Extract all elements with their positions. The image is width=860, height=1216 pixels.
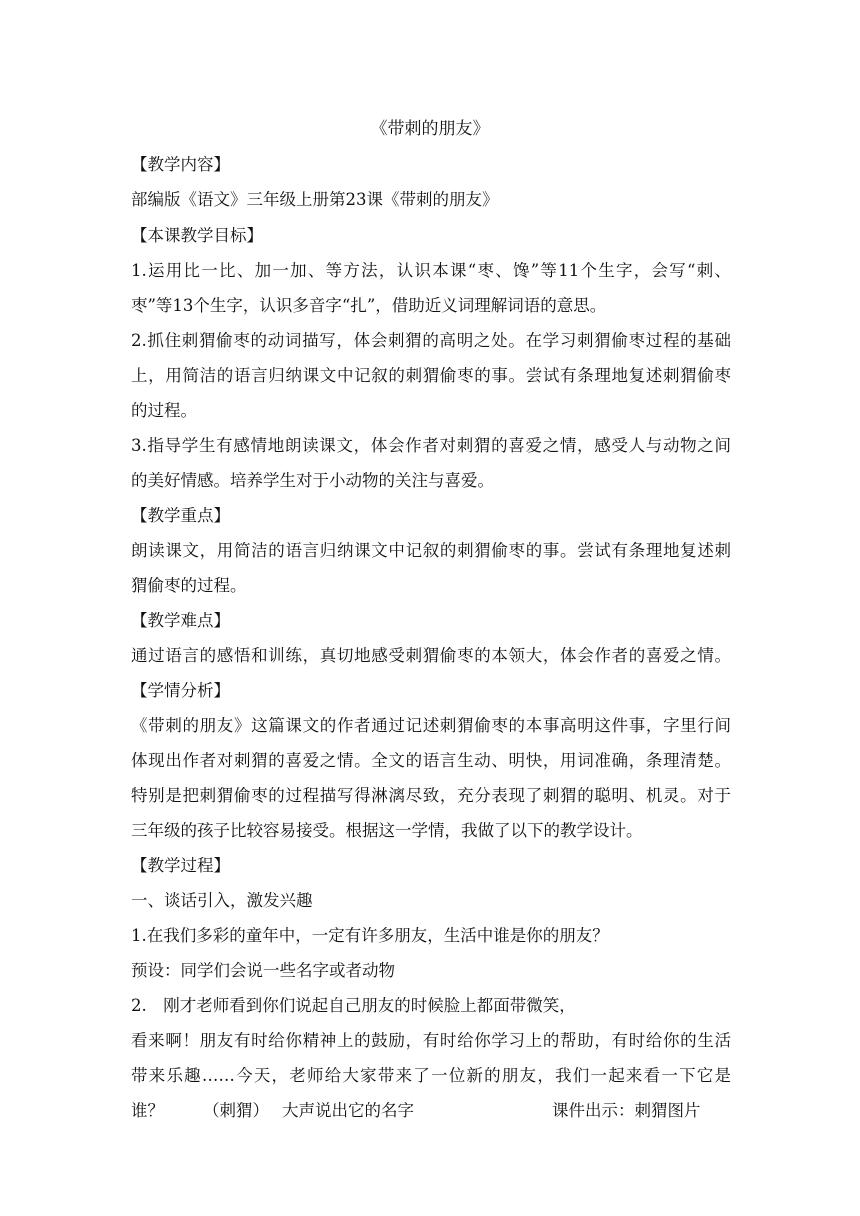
paragraph-line: 1.运用比一比、加一加、等方法，认识本课“枣、馋”等11个生字，会写“刺、 xyxy=(131,261,731,280)
paragraph-line: 特别是把刺猬偷枣的过程描写得淋漓尽致，充分表现了刺猬的聪明、机灵。对于 xyxy=(131,786,731,805)
paragraph-line: 枣”等13个生字，认识多音字“扎”，借助近义词理解词语的意思。 xyxy=(131,296,607,315)
paragraph-line: 的美好情感。培养学生对于小动物的关注与喜爱。 xyxy=(131,471,494,490)
paragraph-line: 一、谈话引入，激发兴趣 xyxy=(131,891,313,910)
section-heading-process: 【教学过程】 xyxy=(131,856,230,875)
paragraph-line: 朗读课文，用简洁的语言归纳课文中记叙的刺猬偷枣的事。尝试有条理地复述刺 xyxy=(131,541,731,560)
paragraph-line: 1.在我们多彩的童年中，一定有许多朋友，生活中谁是你的朋友？ xyxy=(131,926,609,945)
paragraph-line: 通过语言的感悟和训练，真切地感受刺猬偷枣的本领大，体会作者的喜爱之情。 xyxy=(131,646,731,665)
paragraph-line: 《带刺的朋友》这篇课文的作者通过记述刺猬偷枣的本事高明这件事，字里行间 xyxy=(131,716,731,735)
paragraph-line: 猬偷枣的过程。 xyxy=(131,576,247,595)
document-title: 《带刺的朋友》 xyxy=(370,119,490,139)
paragraph-line: 3.指导学生有感情地朗读课文，体会作者对刺猬的喜爱之情，感受人与动物之间 xyxy=(131,436,731,455)
last-line-part1: 谁？ xyxy=(131,1101,164,1120)
last-line-part3: 大声说出它的名字 xyxy=(282,1101,414,1120)
paragraph-line: 三年级的孩子比较容易接受。根据这一学情，我做了以下的教学设计。 xyxy=(131,821,643,840)
paragraph-line: 体现出作者对刺猬的喜爱之情。全文的语言生动、明快，用词准确，条理清楚。 xyxy=(131,751,731,770)
paragraph-line: 2.抓住刺猬偷枣的动词描写，体会刺猬的高明之处。在学习刺猬偷枣过程的基础 xyxy=(131,331,731,350)
paragraph-line: 部编版《语文》三年级上册第23课《带刺的朋友》 xyxy=(131,190,499,209)
paragraph-line: 上，用简洁的语言归纳课文中记叙的刺猬偷枣的事。尝试有条理地复述刺猬偷枣 xyxy=(131,366,731,385)
section-heading-difficulties: 【教学难点】 xyxy=(131,611,230,630)
section-heading-key-points: 【教学重点】 xyxy=(131,506,230,525)
section-heading-goals: 【本课教学目标】 xyxy=(131,226,263,245)
paragraph-line: 带来乐趣……今天，老师给大家带来了一位新的朋友，我们一起来看一下它是 xyxy=(131,1066,731,1085)
section-heading-analysis: 【学情分析】 xyxy=(131,681,230,700)
paragraph-line: 的过程。 xyxy=(131,401,197,420)
last-line-part4: 课件出示：刺猬图片 xyxy=(552,1101,701,1120)
paragraph-line: 2. 刚才老师看到你们说起自己朋友的时候脸上都面带微笑， xyxy=(131,996,576,1015)
paragraph-line: 预设：同学们会说一些名字或者动物 xyxy=(131,961,395,980)
section-heading-content: 【教学内容】 xyxy=(131,155,230,174)
last-line-part2: （刺猬） xyxy=(203,1101,269,1120)
paragraph-line: 看来啊！朋友有时给你精神上的鼓励，有时给你学习上的帮助，有时给你的生活 xyxy=(131,1031,731,1050)
